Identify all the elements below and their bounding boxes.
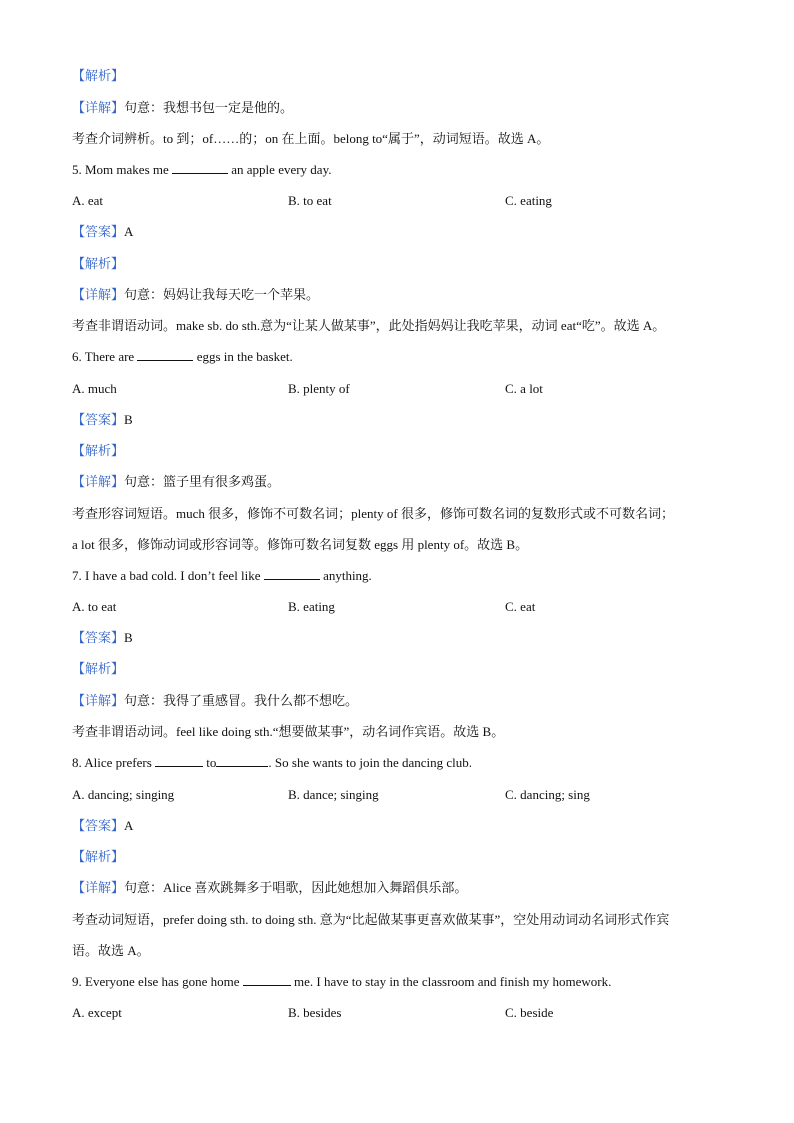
options-row (72, 380, 732, 398)
detail-line (72, 473, 732, 491)
analysis-label: 【解析】 (72, 849, 125, 864)
answer-blank (216, 754, 268, 767)
analysis-label: 【解析】 (72, 661, 125, 676)
stem-text: 5. Mom makes me (72, 162, 173, 177)
stem-text: 6. There are (72, 349, 138, 364)
answer-label: 【答案】 (72, 630, 125, 645)
answer-line (72, 817, 732, 835)
detail-text: 句意：Alice 喜欢跳舞多于唱歌，因此她想加入舞蹈俱乐部。 (124, 880, 468, 895)
analysis-heading (72, 255, 732, 273)
detail-line (72, 286, 732, 304)
detail-line (72, 879, 732, 897)
explanation-line: 考查非谓语动词。make sb. do sth.意为“让某人做某事”，此处指妈妈让我吃苹果，动词 eat“吃”。故选 A。 (72, 318, 666, 333)
answer-line (72, 411, 732, 429)
option-a: A. except (72, 1005, 122, 1020)
stem-text: anything. (319, 568, 372, 583)
question-stem (72, 754, 732, 772)
option-b: B. dance; singing (288, 787, 379, 802)
detail-line (72, 99, 732, 117)
option-a: A. much (72, 381, 117, 396)
option-a: A. to eat (72, 599, 117, 614)
question-stem (72, 973, 732, 991)
answer-line (72, 629, 732, 647)
option-a: A. eat (72, 193, 104, 208)
option-b: B. eating (288, 599, 335, 614)
question-stem (72, 161, 732, 179)
analysis-label: 【解析】 (72, 68, 125, 83)
options-row (72, 192, 732, 210)
stem-text: . So she wants to join the dancing club. (268, 755, 473, 770)
option-c: C. dancing; sing (505, 787, 590, 802)
option-b: B. to eat (288, 193, 332, 208)
detail-label: 【详解】 (72, 100, 125, 115)
detail-line (72, 692, 732, 710)
detail-text: 句意：妈妈让我每天吃一个苹果。 (124, 287, 320, 302)
answer-value: B (124, 630, 133, 645)
explanation-line: a lot 很多，修饰动词或形容词等。修饰可数名词复数 eggs 用 plenty of。故选 B。 (72, 537, 529, 552)
answer-label: 【答案】 (72, 224, 125, 239)
stem-text: 7. I have a bad cold. I don’t feel like (72, 568, 264, 583)
answer-blank (172, 161, 228, 174)
detail-text: 句意：篮子里有很多鸡蛋。 (124, 474, 281, 489)
option-c: C. a lot (505, 381, 543, 396)
detail-text: 句意：我想书包一定是他的。 (124, 100, 294, 115)
option-c: C. eating (505, 193, 552, 208)
detail-text: 句意：我得了重感冒。我什么都不想吃。 (124, 693, 359, 708)
option-c: C. beside (505, 1005, 554, 1020)
answer-value: B (124, 412, 133, 427)
analysis-label: 【解析】 (72, 443, 125, 458)
option-b: B. besides (288, 1005, 342, 1020)
answer-label: 【答案】 (72, 412, 125, 427)
question-stem (72, 567, 732, 585)
options-row (72, 1004, 732, 1022)
analysis-heading (72, 660, 732, 678)
detail-label: 【详解】 (72, 693, 125, 708)
explanation-line: 考查动词短语，prefer doing sth. to doing sth. 意为“比起做某事更喜欢做某事”，空处用动词动名词形式作宾 (72, 912, 670, 927)
question-stem (72, 348, 732, 366)
stem-text: 9. Everyone else has gone home (72, 974, 243, 989)
answer-value: A (124, 818, 134, 833)
answer-value: A (124, 224, 134, 239)
answer-line (72, 223, 732, 241)
options-row (72, 786, 732, 804)
explanation-line: 考查非谓语动词。feel like doing sth.“想要做某事”，动名词作宾语。故选 B。 (72, 724, 505, 739)
answer-label: 【答案】 (72, 818, 125, 833)
explanation-line: 考查介词辨析。to 到；of……的；on 在上面。belong to“属于”，动词短语。故选 A。 (72, 131, 550, 146)
analysis-heading (72, 67, 732, 85)
analysis-heading (72, 442, 732, 460)
detail-label: 【详解】 (72, 287, 125, 302)
option-a: A. dancing; singing (72, 787, 175, 802)
stem-text: eggs in the basket. (193, 349, 293, 364)
stem-text: 8. Alice prefers (72, 755, 156, 770)
answer-blank (137, 348, 193, 361)
answer-blank (243, 973, 291, 986)
options-row (72, 598, 732, 616)
stem-text: an apple every day. (228, 162, 332, 177)
answer-blank (155, 754, 203, 767)
analysis-heading (72, 848, 732, 866)
explanation-line: 考查形容词短语。much 很多，修饰不可数名词；plenty of 很多，修饰可数名词的复数形式或不可数名词； (72, 506, 674, 521)
explanation-line: 语。故选 A。 (72, 943, 150, 958)
stem-text: me. I have to stay in the classroom and finish my homework. (290, 974, 612, 989)
analysis-label: 【解析】 (72, 256, 125, 271)
detail-label: 【详解】 (72, 474, 125, 489)
option-b: B. plenty of (288, 381, 350, 396)
answer-blank (264, 567, 320, 580)
option-c: C. eat (505, 599, 536, 614)
detail-label: 【详解】 (72, 880, 125, 895)
stem-text: to (203, 755, 217, 770)
